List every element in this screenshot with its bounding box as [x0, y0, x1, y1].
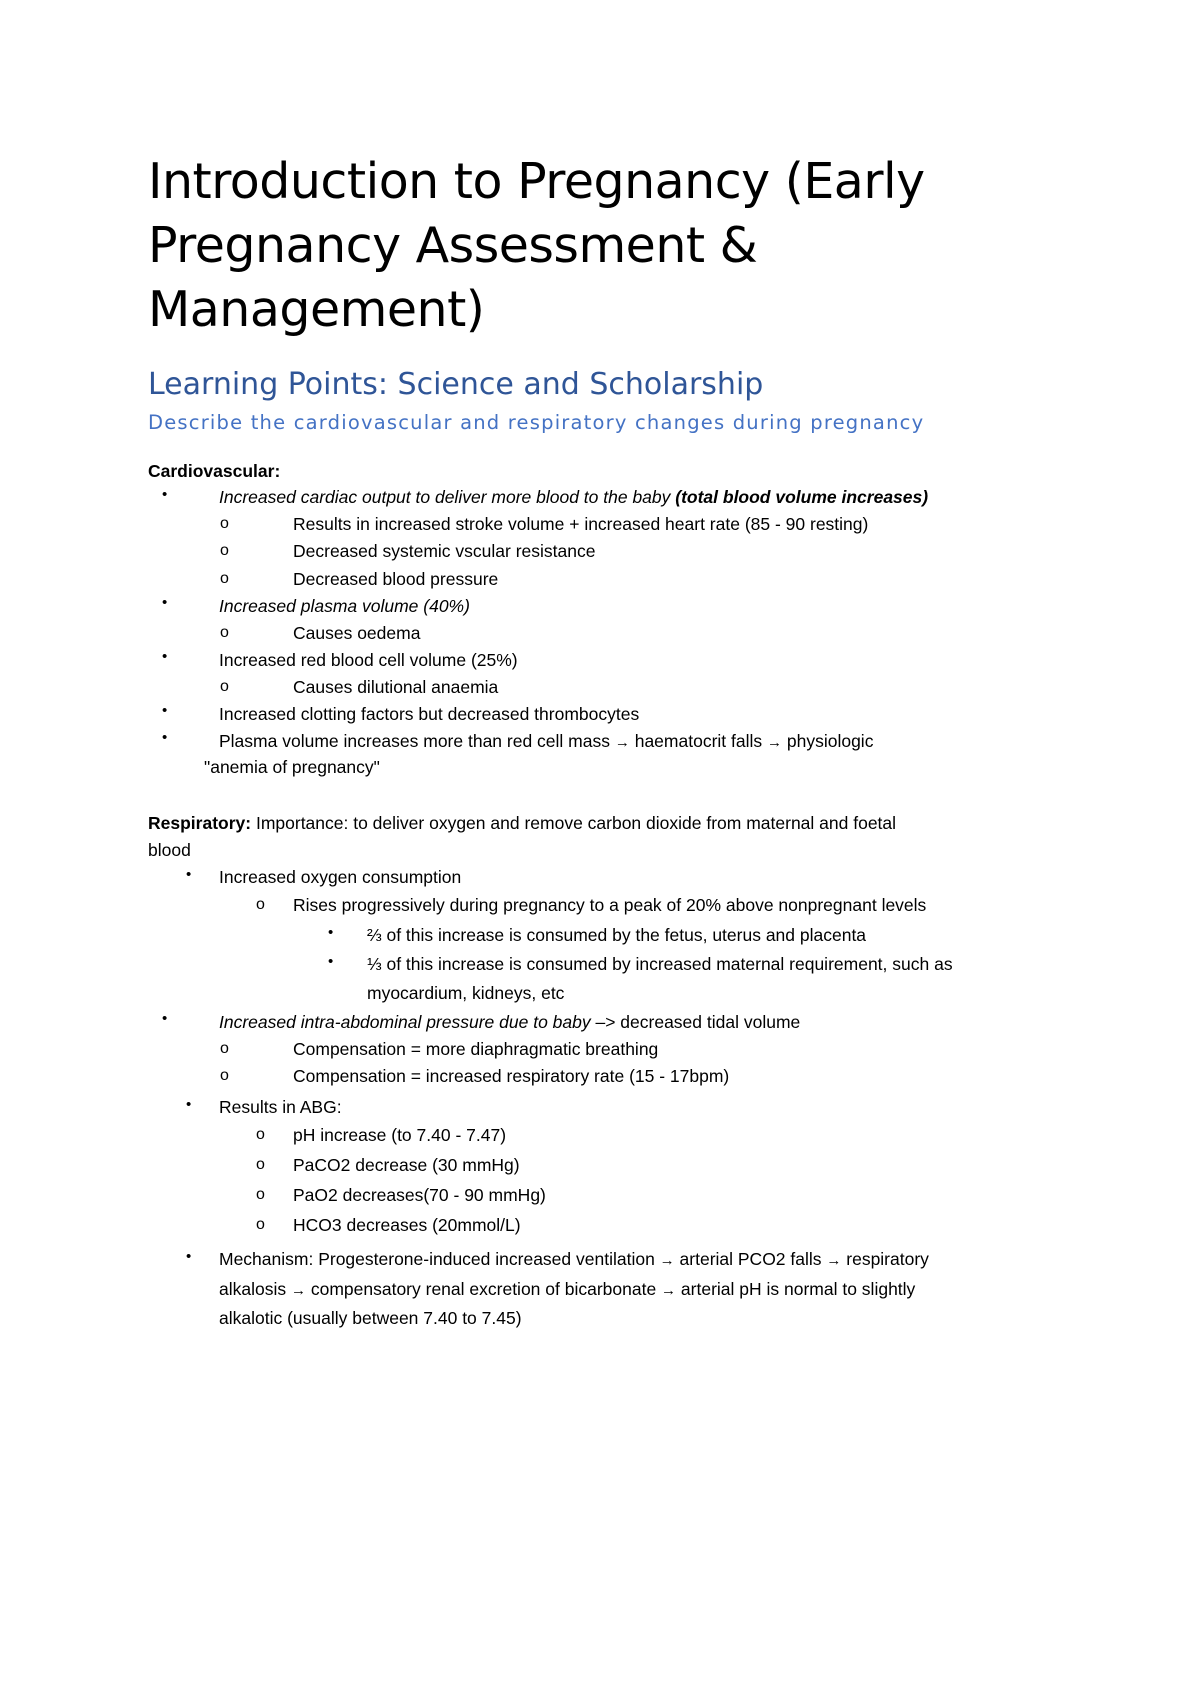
- arrow-right-icon: →: [661, 1282, 677, 1299]
- sub-bullet-icon: o: [256, 1156, 265, 1173]
- resp-b3-s2: PaCO2 decrease (30 mmHg): [293, 1155, 520, 1175]
- list-item: [148, 810, 896, 836]
- cardio-b1-s1: Results in increased stroke volume + increased heart rate (85 - 90 resting): [293, 514, 869, 534]
- bullet-icon: •: [328, 953, 334, 970]
- document-title: Introduction to Pregnancy (Early Pregnancy Assessment & Management): [148, 153, 925, 338]
- bullet-icon: •: [162, 648, 168, 665]
- cardio-b1-bold: (total blood volume increases): [675, 487, 929, 507]
- bullet-icon: •: [162, 729, 168, 746]
- resp-b4-l2-a: alkalosis: [219, 1279, 291, 1299]
- resp-b1-s1-b-cont: myocardium, kidneys, etc: [367, 983, 565, 1003]
- arrow-right-icon: →: [767, 734, 782, 751]
- cardio-b1-s3: Decreased blood pressure: [293, 569, 499, 589]
- bullet-icon: •: [162, 702, 168, 719]
- list-item: [219, 1246, 929, 1274]
- cardio-b1-text: Increased cardiac output to deliver more blood to the baby: [219, 487, 676, 507]
- cardio-b5-cont: "anemia of pregnancy": [204, 757, 380, 777]
- resp-b3-s3: PaO2 decreases(70 - 90 mmHg): [293, 1185, 546, 1205]
- cardio-b3-s1: Causes dilutional anaemia: [293, 677, 499, 697]
- resp-b2-s2: Compensation = increased respiratory rate (15 - 17bpm): [293, 1066, 730, 1086]
- list-item: [219, 1009, 800, 1035]
- sub-bullet-icon: o: [220, 678, 229, 695]
- resp-b4-l2-c: arterial pH is normal to slightly: [676, 1279, 916, 1299]
- resp-intro: Importance: to deliver oxygen and remove carbon dioxide from maternal and foetal: [251, 813, 897, 833]
- resp-b3-s1: pH increase (to 7.40 - 7.47): [293, 1125, 507, 1145]
- cardio-b5-b: haematocrit falls: [629, 731, 767, 751]
- arrow-right-icon: →: [826, 1252, 842, 1269]
- cardio-b4: Increased clotting factors but decreased thrombocytes: [219, 704, 640, 724]
- heading-learning-points: Learning Points: Science and Scholarship: [148, 367, 764, 402]
- resp-b4-b: arterial PCO2 falls: [674, 1249, 827, 1269]
- list-item: [219, 1276, 915, 1304]
- bullet-icon: •: [162, 594, 168, 611]
- cardio-label: Cardiovascular:: [148, 461, 281, 481]
- resp-b2-italic: Increased intra-abdominal pressure due to baby: [219, 1012, 591, 1032]
- cardio-b2: Increased plasma volume (40%): [219, 596, 470, 616]
- sub-bullet-icon: o: [256, 1186, 265, 1203]
- cardio-b1-s2: Decreased systemic vscular resistance: [293, 541, 596, 561]
- resp-b3-s4: HCO3 decreases (20mmol/L): [293, 1215, 521, 1235]
- resp-b1-s1: Rises progressively during pregnancy to a peak of 20% above nonpregnant levels: [293, 895, 927, 915]
- cardio-b5-c: physiologic: [782, 731, 874, 751]
- resp-label: Respiratory:: [148, 813, 252, 833]
- cardio-b3: Increased red blood cell volume (25%): [219, 650, 518, 670]
- bullet-icon: •: [162, 486, 168, 503]
- cardio-b5-a: Plasma volume increases more than red cell mass: [219, 731, 615, 751]
- resp-b1: Increased oxygen consumption: [219, 867, 462, 887]
- sub-bullet-icon: o: [256, 896, 265, 913]
- cardio-b2-s1: Causes oedema: [293, 623, 421, 643]
- sub-bullet-icon: o: [220, 570, 229, 587]
- resp-b2-s1: Compensation = more diaphragmatic breathing: [293, 1039, 659, 1059]
- resp-b4-c: respiratory: [841, 1249, 929, 1269]
- arrow-right-icon: →: [659, 1252, 675, 1269]
- sub-bullet-icon: o: [220, 1067, 229, 1084]
- sub-bullet-icon: o: [256, 1126, 265, 1143]
- sub-bullet-icon: o: [220, 515, 229, 532]
- sub-bullet-icon: o: [220, 1040, 229, 1057]
- bullet-icon: •: [186, 866, 192, 883]
- arrow-right-icon: →: [614, 734, 630, 751]
- heading-describe-changes: Describe the cardiovascular and respiratory changes during pregnancy: [148, 411, 925, 434]
- resp-b2-rest: –> decreased tidal volume: [590, 1012, 801, 1032]
- list-item: [219, 728, 873, 756]
- resp-b3: Results in ABG:: [219, 1097, 342, 1117]
- resp-intro-cont: blood: [148, 840, 191, 860]
- resp-b1-s1-a: ⅔ of this increase is consumed by the fetus, uterus and placenta: [367, 925, 867, 945]
- sub-bullet-icon: o: [256, 1216, 265, 1233]
- bullet-icon: •: [328, 924, 334, 941]
- sub-bullet-icon: o: [220, 542, 229, 559]
- bullet-icon: •: [186, 1248, 192, 1265]
- bullet-icon: •: [162, 1010, 168, 1027]
- list-item: [219, 484, 928, 510]
- sub-bullet-icon: o: [220, 624, 229, 641]
- resp-b4-l2-b: compensatory renal excretion of bicarbonate: [305, 1279, 662, 1299]
- bullet-icon: •: [186, 1096, 192, 1113]
- resp-b1-s1-b: ⅓ of this increase is consumed by increased maternal requirement, such as: [367, 954, 953, 974]
- resp-b4-l3: alkalotic (usually between 7.40 to 7.45): [219, 1308, 522, 1328]
- resp-b4-a: Mechanism: Progesterone-induced increased ventilation: [219, 1249, 660, 1269]
- arrow-right-icon: →: [290, 1282, 306, 1299]
